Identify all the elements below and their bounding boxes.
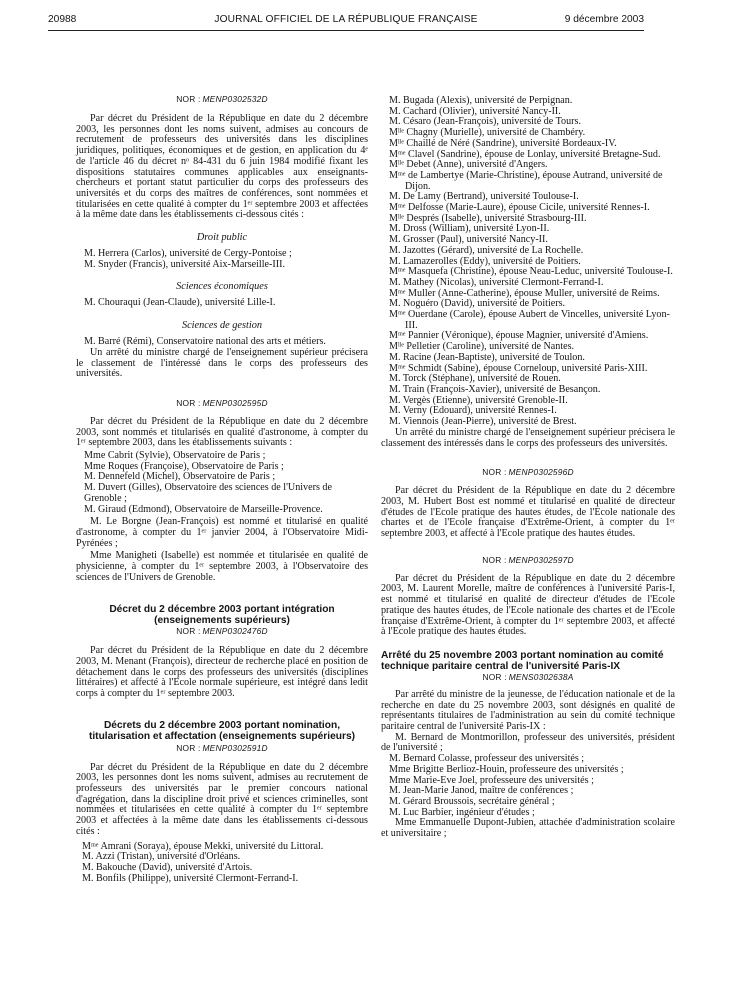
decree-paragraph: Un arrêté du ministre chargé de l'enseignement supérieur précisera le classement des intéressés dans le corps des professeurs des universités.	[381, 426, 675, 449]
decree-paragraph: Mme Manigheti (Isabelle) est nommée et titularisée en qualité de physicienne, à compter du 1ᵉʳ septembre 2003, à l'Observatoire des sciences de l'Univers de Grenoble.	[76, 550, 368, 583]
list-item: Mᵐᵉ Schmidt (Sabine), épouse Corneloup, université Paris-XIII.	[389, 362, 648, 374]
list-item: Mˡˡᵉ Pelletier (Caroline), université de Nantes.	[389, 341, 575, 353]
list-item: M. Lamazerolles (Eddy), université de Poitiers.	[389, 255, 581, 267]
nor-reference: NOR : MENP0302591D	[176, 742, 268, 753]
decree-paragraph: Par arrêté du ministre de la jeunesse, de l'éducation nationale et de la recherche en date du 25 novembre 2003, sont désignés en qualité de représentants titulaires de l'administration au sein du comité technique paritaire central de l'université Paris-IX :	[381, 688, 675, 733]
list-item: M. Bugada (Alexis), université de Perpignan.	[389, 95, 573, 106]
list-item: M. Jean-Marie Janod, maître de conférences ;	[389, 785, 574, 797]
decree-title: Décrets du 2 décembre 2003 portant nomination, titularisation et affectation (enseignements supérieurs)	[88, 719, 356, 743]
decree-paragraph: Mme Emmanuelle Dupont-Jubien, attachée d'administration scolaire et universitaire ;	[381, 817, 675, 840]
list-item: M. Bakouche (David), université d'Artois.	[82, 861, 253, 873]
running-header	[48, 14, 644, 28]
list-item: M. Césaro (Jean-François), université de Tours.	[389, 116, 581, 128]
list-item: Mˡˡᵉ Debet (Anne), université d'Angers.	[389, 159, 548, 171]
list-item: M. Luc Barbier, ingénieur d'études ;	[389, 806, 535, 818]
list-item: Mᵐᵉ Amrani (Soraya), épouse Mekki, université du Littoral.	[82, 840, 324, 852]
list-item: M. Barré (Rémi), Conservatoire national des arts et métiers.	[84, 336, 326, 348]
nor-reference: NOR : MENP0302595D	[176, 397, 268, 408]
list-item: M. Giraud (Edmond), Observatoire de Marseille-Provence.	[84, 503, 323, 515]
list-item: Mme Roques (Françoise), Observatoire de Paris ;	[84, 460, 284, 472]
list-item: M. Herrera (Carlos), université de Cergy-Pontoise ;	[84, 248, 292, 260]
list-item: M. Cachard (Olivier), université Nancy-II.	[389, 105, 561, 117]
list-item: M. Chouraqui (Jean-Claude), université Lille-I.	[84, 297, 276, 309]
list-item: M. Jazottes (Gérard), université de La Rochelle.	[389, 244, 584, 256]
list-item: Mᵐᵉ Clavel (Sandrine), épouse de Lonlay, université Bretagne-Sud.	[389, 148, 661, 160]
list-item: M. Mathey (Nicolas), université Clermont-Ferrand-I.	[389, 276, 604, 288]
nor-reference: NOR : MENP0302596D	[482, 467, 574, 478]
discipline-heading: Sciences économiques	[176, 281, 268, 293]
appointee-list	[76, 842, 368, 885]
left-column	[76, 94, 368, 884]
list-item: Mᵐᵉ Masquefa (Christine), épouse Neau-Leduc, université Toulouse-I.	[389, 266, 673, 278]
list-item: M. Racine (Jean-Baptiste), université de Toulon.	[389, 351, 585, 363]
list-item: Mˡˡᵉ Chagny (Murielle), université de Chambéry.	[389, 127, 586, 139]
committee-members-list	[381, 754, 675, 818]
discipline-heading: Droit public	[196, 232, 248, 244]
list-item: M. Dennefeld (Michel), Observatoire de Paris ;	[84, 471, 276, 483]
list-item: M. Dross (William), université Lyon-II.	[389, 223, 550, 235]
list-item: Mme Cabrit (Sylvie), Observatoire de Paris ;	[84, 450, 266, 462]
decree-title: Décret du 2 décembre 2003 portant intégration (enseignements supérieurs)	[109, 603, 335, 626]
list-item: M. Grosser (Paul), université Nancy-II.	[389, 234, 548, 246]
nor-reference: NOR : MENP0302476D	[176, 626, 268, 637]
list-item: Mᵐᵉ Ouerdane (Carole), épouse Aubert de Vincelles, université Lyon-III.	[389, 309, 670, 331]
decree-paragraph: Par décret du Président de la République en date du 2 décembre 2003, M. Hubert Bost est nommé et titularisé en qualité de directeur d'études de l'Ecole pratique des hautes études, de l'Ecole nationale des chartes et de l'Ecole française d'Extrême-Orient, à compter du 1ᵉʳ septembre 2003, et affecté à l'Ecole pratique des hautes études.	[381, 485, 675, 540]
page-number: 20988	[48, 14, 77, 25]
decree-paragraph: Par décret du Président de la République en date du 2 décembre 2003, M. Laurent Morelle, maître de conférences à l'université Paris-I, est nommé et titularisé en qualité de directeur d'études de l'Ecole pratique des hautes études, de l'Ecole nationale des chartes et de l'Ecole française d'Extrême-Orient, à compter du 1ᵉʳ septembre 2003, et affecté à l'Ecole pratique des hautes études.	[381, 572, 675, 638]
list-item: M. Vergès (Etienne), université Grenoble-II.	[389, 394, 568, 406]
list-item: Mᵐᵉ de Lambertye (Marie-Christine), épouse Autrand, université de Dijon.	[389, 169, 663, 192]
journal-title: JOURNAL OFFICIEL DE LA RÉPUBLIQUE FRANÇAISE	[214, 14, 478, 25]
nor-reference: NOR : MENP0302597D	[482, 554, 574, 565]
list-item: M. Azzi (Tristan), université d'Orléans.	[82, 851, 241, 863]
appointee-list	[381, 96, 675, 428]
list-item: M. Duvert (Gilles), Observatoire des sciences de l'Univers de Grenoble ;	[84, 482, 332, 504]
list-item: M. Snyder (Francis), université Aix-Marseille-III.	[84, 258, 285, 270]
list-item: Mme Marie-Eve Joel, professeure des universités ;	[389, 774, 594, 786]
issue-date: 9 décembre 2003	[564, 14, 644, 25]
list-item: Mᵐᵉ Muller (Anne-Catherine), épouse Muller, université de Reims.	[389, 287, 660, 299]
decree-paragraph: Un arrêté du ministre chargé de l'enseignement supérieur précisera le classement de l'intéressé dans le corps des professeurs des universités.	[76, 346, 368, 380]
decree-paragraph: Par décret du Président de la République en date du 2 décembre 2003, les personnes dont les noms suivent, admises au recrutement de professeurs des universités par le premier concours national d'agrégation, dans la discipline droit privé et sciences criminelles, sont nommées et titularisées en cette qualité à compter du 1ᵉʳ septembre 2003 et affectées à la même date dans les établissements ci-dessous cités :	[76, 761, 368, 837]
decree-title: Arrêté du 25 novembre 2003 portant nomination au comité technique paritaire central de l'université Paris-IX	[381, 649, 664, 672]
list-item: Mme Brigitte Berlioz-Houin, professeure des universités ;	[389, 763, 624, 775]
decree-paragraph: Par décret du Président de la République en date du 2 décembre 2003, sont nommés et titularisés en qualité d'astronome, à compter du 1ᵉʳ septembre 2003, dans les établissements suivants :	[76, 415, 368, 449]
decree-paragraph: M. Le Borgne (Jean-François) est nommé et titularisé en qualité d'astronome, à compter du 1ᵉʳ janvier 2004, à l'Observatoire Midi-Pyrénées ;	[76, 516, 368, 549]
list-item: M. Gérard Broussois, secrétaire général ;	[389, 795, 555, 807]
list-item: Mᵐᵉ Pannier (Véronique), épouse Magnier, université d'Amiens.	[389, 330, 649, 342]
decree-paragraph: M. Bernard de Montmorillon, professeur des universités, président de l'université ;	[381, 731, 675, 754]
discipline-heading: Sciences de gestion	[181, 320, 263, 332]
list-item: M. Verny (Edouard), université Rennes-I.	[389, 405, 557, 417]
list-item: M. De Lamy (Bertrand), université Toulouse-I.	[389, 191, 579, 203]
decree-paragraph: Par décret du Président de la République en date du 2 décembre 2003, M. Menant (François), directeur de recherche placé en position de détachement dans le corps des professeurs des universités (disciplines littéraires) et affecté à l'Ecole normale supérieure, est intégré dans ledit corps à compter du 1ᵉʳ septembre 2003.	[76, 645, 368, 700]
astronomer-list	[76, 451, 368, 515]
list-item: Mˡˡᵉ Després (Isabelle), université Strasbourg-III.	[389, 212, 587, 224]
decree-paragraph: Par décret du Président de la République en date du 2 décembre 2003, les personnes dont les noms suivent, admises au concours de recrutement de professeurs des universités dans les disciplines juridiques, politiques, économiques et de gestion, en application du 4ᵉ de l'article 46 du décret nᵒ 84-431 du 6 juin 1984 modifié fixant les dispositions statutaires communes applicables aux enseignants-chercheurs et portant statut particulier du corps des professeurs des universités et du corps des maîtres de conférences, sont nommées et titularisées en cette qualité à compter du 1ᵉʳ septembre 2003 et affectées à la même date dans les établissements ci-dessous cités :	[76, 113, 368, 221]
list-item: M. Train (François-Xavier), université de Besançon.	[389, 383, 601, 395]
list-item: M. Bonfils (Philippe), université Clermont-Ferrand-I.	[82, 872, 299, 884]
list-item: Mᵐᵉ Delfosse (Marie-Laure), épouse Cicile, université Rennes-I.	[389, 202, 650, 214]
nor-reference: NOR : MENS0302638A	[482, 671, 574, 682]
list-item: Mˡˡᵉ Chaillé de Néré (Sandrine), université Bordeaux-IV.	[389, 137, 617, 149]
header-rule	[48, 30, 644, 31]
list-item: M. Viennois (Jean-Pierre), université de Brest.	[389, 416, 577, 428]
list-item: M. Noguéro (David), université de Poitiers.	[389, 298, 566, 310]
right-column	[381, 96, 675, 840]
list-item: M. Bernard Colasse, professeur des universités ;	[389, 753, 585, 765]
list-item: M. Torck (Stéphane), université de Rouen.	[389, 373, 561, 385]
nor-reference: NOR : MENP0302532D	[176, 94, 268, 104]
